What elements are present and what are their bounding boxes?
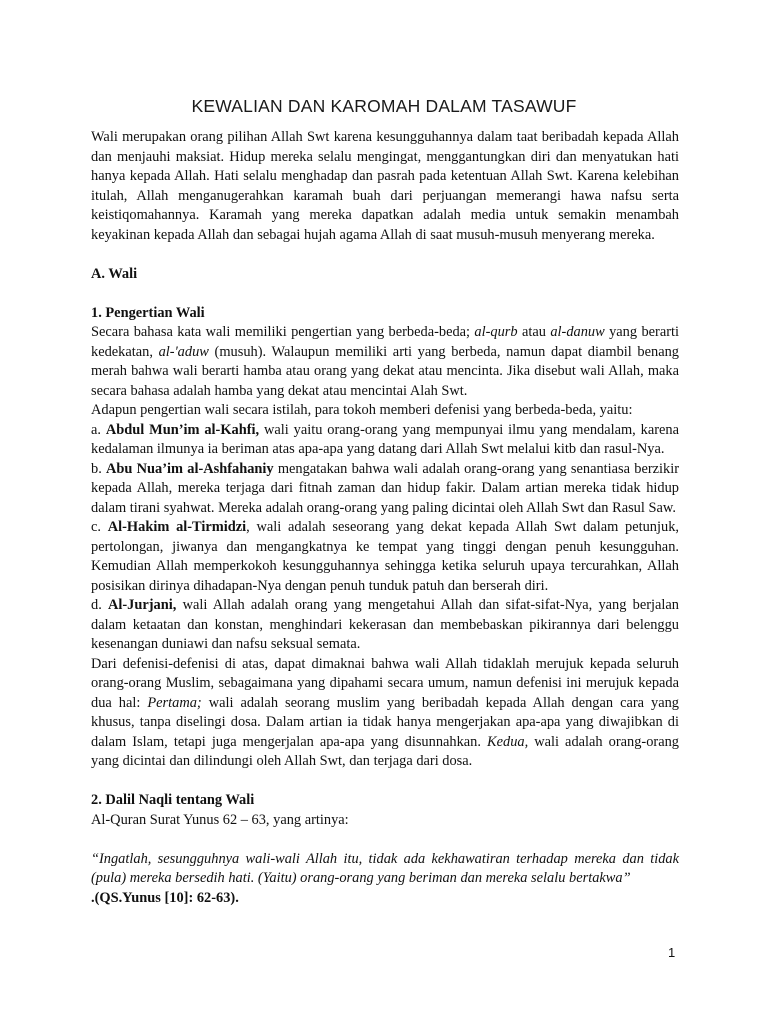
text-span: (musuh). Walaupun memiliki arti yang berbeda, namun dapat diambil benang merah bahwa wali berarti hamba atau orang yang dekat atau mencinta. Jika disebut wali Allah, maka secara bahasa adalah hamba yang dekat atau mencintai Alah Swt. [91,343,679,399]
item-prefix: d. [91,597,108,613]
page-title: KEWALIAN DAN KAROMAH DALAM TASAWUF [191,96,577,116]
item-prefix: a. [91,421,106,438]
section-a-heading: A. Wali [91,265,138,282]
quote-citation [91,889,679,909]
conclusion-paragraph [91,655,679,772]
item-text: , wali adalah seseorang yang dekat kepada Allah Swt dalam petunjuk, pertolongan, jiwanya dan mengangkatnya ke tempat yang tinggi dengan penuh kesungguhan. Kemudian Allah memperkokoh kesungguhannya sehingga ketika seluruh upaya tercurahkan, Allah posisikan dirinya dihadapan-Nya dengan penuh tunduk patuh dan berserah diri. [91,519,679,594]
text-span: Secara bahasa kata wali memiliki pengertian yang berbeda-beda; [91,324,475,340]
item-prefix: b. [91,460,107,477]
quote-text: “Ingatlah, sesungguhnya wali-wali Allah itu, tidak ada kekhawatiran terhadap mereka dan tidak (pula) mereka bersedih hati. (Yaitu) orang-orang yang beriman dan mereka selalu bertakwa” [91,850,679,886]
scholar-name: Abdul Mun’im al-Kahfi, [105,421,260,438]
quran-quote [91,850,679,889]
definition-item-a [91,421,679,460]
intro-paragraph: Wali merupakan orang pilihan Allah Swt karena kesungguhannya dalam taat beribadah kepada Allah dan menjauhi maksiat. Hidup mereka selalu mengingat, menggantungkan diri dan menyatukan hati hanya kepada Allah. Hati selalu menghadap dan pasrah pada ketentuan Allah Swt. Karena kelebihan itulah, Allah menganugerahkan karamah buah dari perjuangan memerangi hawa nafsu serta keistiqomahannya. Karamah yang mereka dapatkan adalah media untuk semakin menambah keyakinan kepada Allah dan sebagai hujah agama Allah di saat musuh-musuh menyerang mereka. [91,129,679,243]
item-text: wali yaitu orang-orang yang mempunyai ilmu yang mendalam, karena kedalaman ilmunya ia beriman atas apa-apa yang datang dari Allah Swt melalui kitb dan rasul-Nya. [91,421,679,457]
definition-item-d [91,596,679,655]
text-span: wali adalah seorang muslim yang beribadah kepada Allah dengan cara yang khusus, tanpa diselingi dosa. Dalam artian ia tidak hanya mengerjakan apa-apa yang diwajibkan di dalam Islam, tetapi juga mengerjalan apa-apa yang disunnahkan. [91,694,679,750]
item-prefix: c. [91,519,108,535]
section-1-heading: 1. Pengertian Wali [91,304,205,321]
citation-text: .(QS.Yunus [10]: 62-63). [91,889,239,906]
text-span: atau [517,324,551,340]
term-al-aduw: al-'aduw [158,343,209,360]
scholar-name: Al-Hakim al-Tirmidzi [107,519,247,535]
item-text: wali Allah adalah orang yang mengetahui Allah dan sifat-sifat-Nya, yang berjalan dalam ketaatan dan konstan, menghindari kekerasan dan membebaskan pikirannya dari belenggu kesenangan duniawi dan nafsu seksual semata. [91,597,679,652]
scholar-name: Al-Jurjani, [108,597,177,613]
definition-paragraph [91,323,679,401]
item-text: mengatakan bahwa wali adalah orang-orang yang senantiasa berzikir kepada Allah, mereka terjaga dari fitnah zaman dan hidup fakir. Dalam artian mereka tidak hidup dalam tirani syahwat. Mereka adalah orang-orang yang paling dicintai oleh Allah Swt dan Rasul Saw. [91,460,680,516]
definition-item-b [91,460,679,519]
terminology-intro: Adapun pengertian wali secara istilah, para tokoh memberi defenisi yang berbeda-beda, yaitu: [91,402,633,418]
text-span: yang berarti kedekatan, [91,324,679,360]
definition-item-c [91,518,679,596]
quran-reference: Al-Quran Surat Yunus 62 – 63, yang artinya: [91,811,349,828]
document-body [91,128,679,908]
emphasis-first: Pertama; [147,694,202,711]
section-2-heading: 2. Dalil Naqli tentang Wali [91,792,255,808]
page-number: 1 [668,945,676,960]
text-span: Dari defenisi-defenisi di atas, dapat dimaknai bahwa wali Allah tidaklah merujuk kepada seluruh orang-orang Muslim, sebagaimana yang dipahami secara umum, namun defenisi ini merujuk kepada dua hal: [91,655,679,711]
term-al-danuw: al-danuw [550,324,605,340]
text-span: wali adalah orang-orang yang dicintai dan dilindungi oleh Allah Swt, dan terjaga dari dosa. [91,733,679,769]
scholar-name: Abu Nua’im al-Ashfahaniy [106,460,274,477]
term-al-qurb: al-qurb [474,324,518,340]
emphasis-second: Kedua, [487,733,529,750]
